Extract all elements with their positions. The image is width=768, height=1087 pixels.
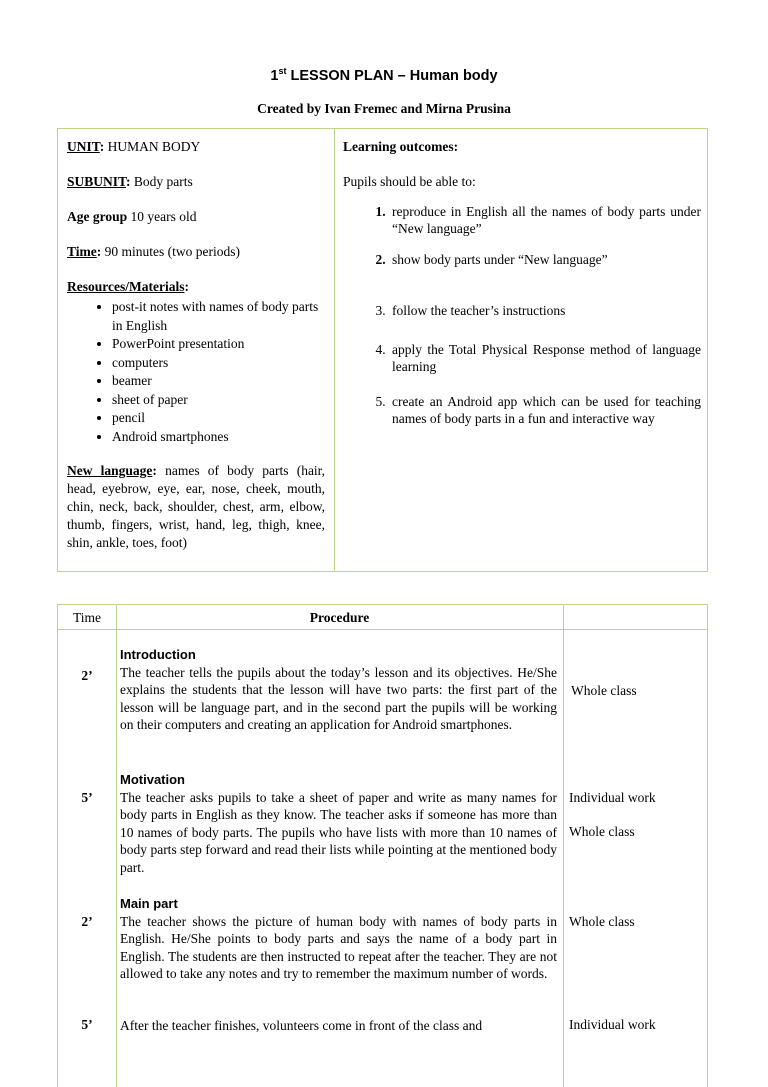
resource-item: • post-it notes with names of body parts in English bbox=[112, 298, 325, 335]
subunit-field: SUBUNIT: Body parts bbox=[67, 174, 193, 189]
time-column-header: Time bbox=[72, 610, 101, 625]
outcome-item: 3. follow the teacher’s instructions bbox=[389, 302, 701, 319]
outcomes-intro: Pupils should be able to: bbox=[343, 174, 476, 189]
resource-item: • pencil bbox=[112, 409, 325, 428]
outcome-item: 1. reproduce in English all the names of body parts under “New language” bbox=[389, 203, 701, 237]
age-group-field: Age group 10 years old bbox=[67, 209, 197, 224]
lesson-info-table bbox=[57, 128, 708, 572]
procedure-step-motivation: Motivation The teacher asks pupils to take a sheet of paper and write as many names for body parts in English as they know. The teacher asks if someone has more than 10 names of body parts. The pupils who have lists with more than 10 names of body parts step forward and read their lists while pointing at the mentioned body part. bbox=[120, 772, 557, 875]
outcome-item: 5. create an Android app which can be used for teaching names of body parts in a fun and interactive way bbox=[389, 393, 701, 427]
procedure-step-introduction: Introduction The teacher tells the pupils about the today’s lesson and its objectives. He/She explains the students that the lesson will have two parts: the first part of the lesson will be language part, and in the second part the pupils will be working on their computers and creating an application for Android smartphones. bbox=[120, 647, 557, 732]
header-divider bbox=[58, 629, 707, 630]
procedure-table bbox=[57, 604, 708, 1087]
resource-item: • computers bbox=[112, 354, 325, 373]
column-divider bbox=[563, 605, 564, 1087]
row-time: 5’ bbox=[81, 790, 93, 805]
unit-field: UNIT: HUMAN BODY bbox=[67, 139, 201, 154]
page-subtitle: Created by Ivan Fremec and Mirna Prusina bbox=[257, 101, 511, 116]
procedure-step-continued: After the teacher finishes, volunteers come in front of the class and bbox=[120, 1018, 483, 1033]
outcome-item: 4. apply the Total Physical Response method of language learning bbox=[389, 341, 701, 375]
resource-item: • Android smartphones bbox=[112, 428, 325, 447]
lesson-info-column bbox=[67, 138, 325, 552]
organization-label: Whole class bbox=[569, 914, 635, 929]
outcomes-list bbox=[343, 203, 701, 427]
time-field: Time: 90 minutes (two periods) bbox=[67, 244, 240, 259]
page-title: 1st LESSON PLAN – Human body bbox=[270, 66, 498, 84]
column-divider bbox=[334, 129, 335, 571]
organization-label: Individual work bbox=[569, 1017, 656, 1032]
learning-outcomes-column bbox=[343, 138, 701, 427]
resources-list bbox=[67, 298, 325, 446]
outcome-item: 2. show body parts under “New language” bbox=[389, 251, 701, 268]
resources-label: Resources/Materials: bbox=[67, 279, 189, 294]
procedure-column-header: Procedure bbox=[309, 610, 370, 625]
row-time: 2’ bbox=[81, 668, 93, 683]
column-divider bbox=[116, 605, 117, 1087]
resource-item: • beamer bbox=[112, 372, 325, 391]
organization-label: Whole class bbox=[569, 824, 635, 839]
row-time: 2’ bbox=[81, 914, 93, 929]
outcomes-label: Learning outcomes: bbox=[343, 139, 459, 154]
row-time: 5’ bbox=[81, 1017, 93, 1032]
new-language-field: New language: names of body parts (hair, head, eyebrow, eye, ear, nose, cheek, mouth, chin, neck, back, shoulder, chest, arm, elbow, thumb, fingers, wrist, hand, leg, thigh, knee, shin, ankle, toes, foot) bbox=[67, 463, 326, 550]
procedure-step-main-part: Main part The teacher shows the picture of human body with names of body parts in English. He/She points to body parts and says the name of a body part in English. The students are then instructed to repeat after the teacher. They are not allowed to take any notes and try to remember the maximum number of words. bbox=[120, 896, 557, 981]
organization-label: Individual work bbox=[569, 790, 656, 805]
organization-label: Whole class bbox=[571, 683, 637, 698]
resource-item: • sheet of paper bbox=[112, 391, 325, 410]
resource-item: • PowerPoint presentation bbox=[112, 335, 325, 354]
